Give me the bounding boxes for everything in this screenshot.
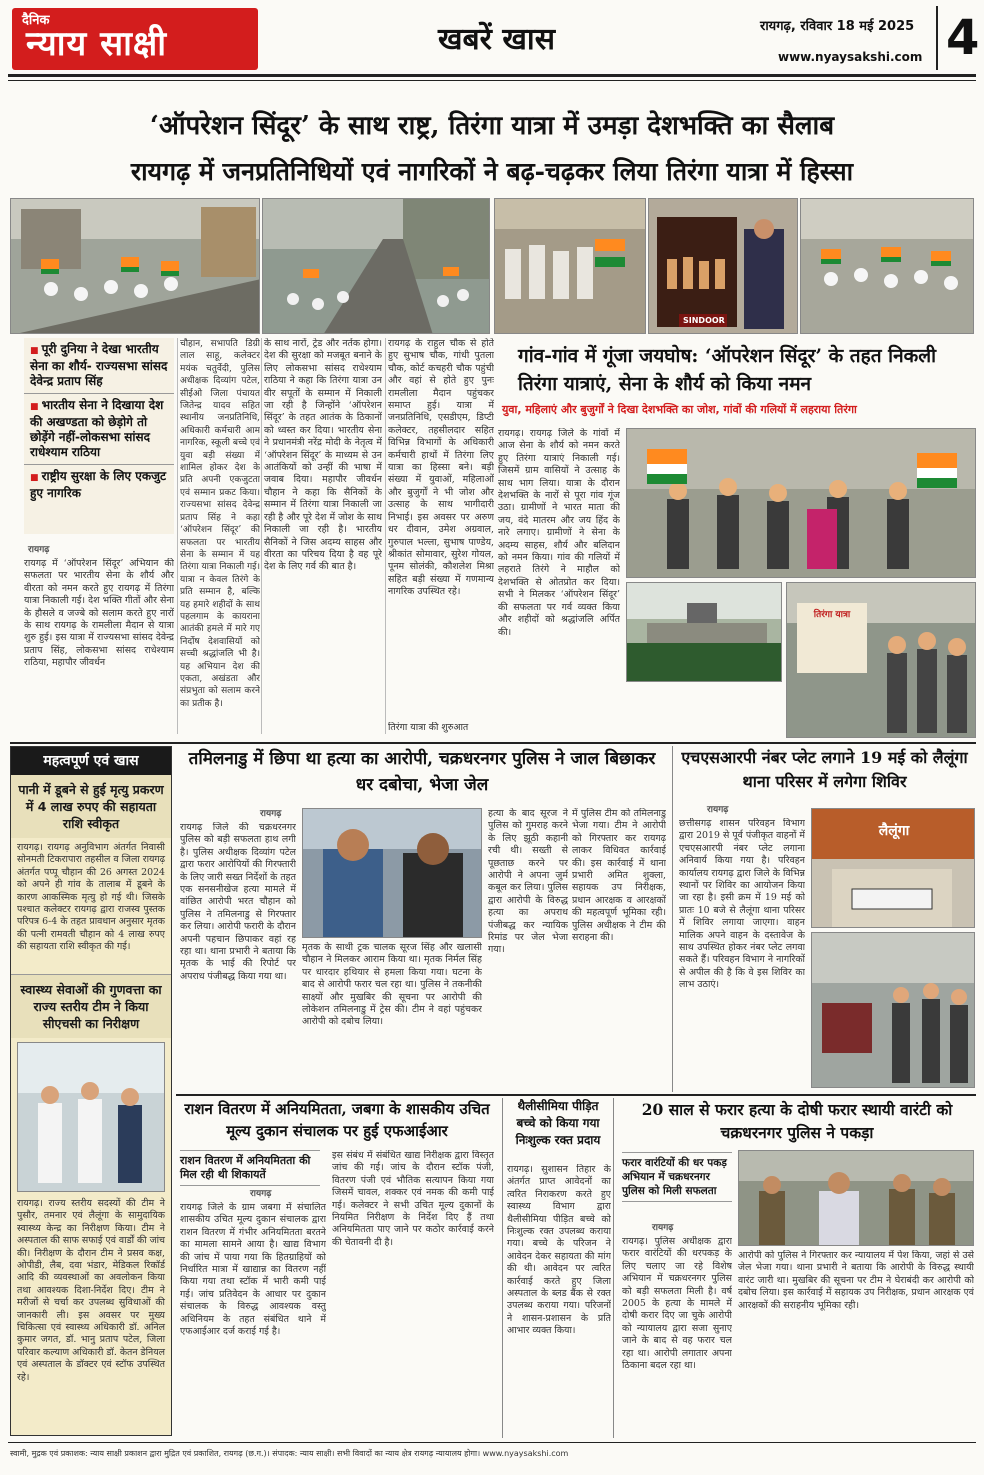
- villages-story: [498, 338, 976, 742]
- lead-headline: ‘ऑपरेशन सिंदूर’ के साथ राष्ट्र, तिरंगा यात्रा में उमड़ा देशभक्ति का सैलाब: [149, 111, 835, 141]
- ration-dateline: रायगढ़: [250, 1189, 272, 1199]
- rally-photo-1-image: [11, 199, 260, 334]
- column-rule: [177, 338, 178, 734]
- rally-photo-2: [262, 198, 490, 334]
- lead-body-4: रायगढ़ के राहुल चौक से होते हुए सुभाष चौक, गांधी पुतला चौक, कोर्ट कचहरी चौक पहुंची और वहां से होते हुए पुनः रामलीला मैदान पहुंचकर समाप्त हुई। यात्रा में जनप्रतिनिधि, एसडीएम, डिप्टी कलेक्टर, तहसीलदार सहित विभिन्न विभागों के अधिकारी कर्मचारी हाथों में तिरंगा लिए यात्रा का हिस्सा बने। बड़ी संख्या में युवाओं, महिलाओं और बुजुर्गों ने भी जोश और उत्साह के साथ भागीदारी निभाई। इस अवसर पर अरुण धर दीवान, उमेश अग्रवाल, गुरुपाल भल्ला, सुभाष पाण्डेय, श्रीकांत सोमावार, सुरेश गोयल, पूनम सोलंकी, कौशलेश मिश्रा सहित बड़ी संख्या में गणमान्य नागरिक उपस्थित रहे।: [388, 338, 494, 598]
- rally-photo-2-image: [263, 199, 490, 334]
- hsrp-story: [672, 746, 976, 1092]
- lead-body-2: चौहान, सभापति डिग्री लाल साहू, कलेक्टर मयंक चतुर्वेदी, पुलिस अधीक्षक दिव्यांग पटेल, सीईओ जिला पंचायत जितेन्द्र यादव सहित स्थानीय जनप्रतिनिधि, अधिकारी कर्मचारी आम नागरिक, स्कूली बच्चे एवं युवा बड़ी संख्या में शामिल होकर देश के प्रति अपनी एकजुटता एवं सम्मान प्रकट किया। राज्यसभा सांसद देवेन्द्र प्रताप सिंह ने कहा ‘ऑपरेशन सिंदूर’ की सफलता पर भारतीय सेना के सम्मान में यह तिरंगा यात्रा निकाली गई। यात्रा न केवल तिरंगे के प्रति सम्मान है, बल्कि यह हमारे शहीदों के साथ पहलगाम के कायराना आतंकी हमले में मारे गए निर्दोष देशवासियों को सच्ची श्रद्धांजलि भी है। यह अभियान देश की एकता, अखंडता और संप्रभुता को सलाम करने का प्रतीक है।: [180, 339, 260, 709]
- hsrp-body: छत्तीसगढ़ शासन परिवहन विभाग द्वारा 2019 से पूर्व पंजीकृत वाहनों में एचएसआरपी नंबर प्लेट लगाना अनिवार्य किया गया है। परिवहन कार्यालय रायगढ़ द्वारा जिले के विभिन्न स्थानों पर शिविर का आयोजन किया जा रहा है। इसी क्रम में 19 मई को प्रातः 10 बजे से लैलूंगा थाना परिसर में शिविर लगाया जाएगा। वाहन मालिक अपने वाहन के दस्तावेज के साथ उपस्थित होकर नंबर प्लेट लगवा सकते हैं। परिवहन विभाग ने नागरिकों से अपील की है कि वे इस शिविर का लाभ उठाएं।: [679, 818, 805, 991]
- hsrp-headline: एचएसआरपी नंबर प्लेट लगाने 19 मई को लैलूंगा थाना परिसर में लगेगा शिविर: [681, 748, 968, 791]
- villages-photo-2: [626, 582, 782, 682]
- issue-date: रायगढ़, रविवार 18 मई 2025: [760, 19, 915, 34]
- masthead-rule: [8, 74, 976, 77]
- hsrp-dateline: रायगढ़: [707, 805, 729, 815]
- fugitive-body-2: आरोपी को पुलिस ने गिरफ्तार कर न्यायालय में पेश किया, जहां से उसे जेल भेजा गया। थाना प्रभारी ने बताया कि आरोपी के विरुद्ध स्थायी वारंट जारी था। मुखबिर की सूचना पर टीम ने घेराबंदी कर आरोपी को दबोच लिया। इस कार्रवाई में सहायक उप निरीक्षक, प्रधान आरक्षक एवं आरक्षकों की सराहनीय भूमिका रही।: [738, 1250, 974, 1311]
- tamilnadu-body-1: रायगढ़ जिले की चक्रधरनगर पुलिस को बड़ी सफलता हाथ लगी है। पुलिस अधीक्षक दिव्यांग पटेल द्वारा फरार आरोपियों की गिरफ्तारी के लिए जारी सख्त निर्देशों के तहत एक सनसनीखेज हत्या मामले में वांछित आरोपी भरत चौहान को पुलिस ने तमिलनाडु से गिरफ्तार कर लिया। आरोपी फरारी के दौरान अपनी पहचान छिपाकर वहां रह रहा था। थाना प्रभारी ने बताया कि मृतक के भाई की रिपोर्ट पर अपराध पंजीबद्ध किया गया था।: [180, 822, 296, 982]
- highlight-item: ■ पूरी दुनिया ने देखा भारतीय सेना का शौर्य- राज्यसभा सांसद देवेन्द्र प्रताप सिंह: [24, 338, 174, 394]
- highlight-item: ■ भारतीय सेना ने दिखाया देश की अखण्डता को छेड़ोगे तो छोड़ेंगे नहीं-लोकसभा सांसद राधेश्याम राठिया: [24, 394, 174, 465]
- column-rule: [261, 338, 262, 734]
- thalassemia-headline: थैलीसीमिया पीड़ित बच्चे को किया गया निःशुल्क रक्त प्रदाय: [515, 1099, 601, 1147]
- villages-body: रायगढ़। रायगढ़ जिले के गांवों में आज सेना के शौर्य को नमन करते हुए तिरंगा यात्राएं निकाली गई। जिसमें ग्राम वासियों ने उत्साह के साथ भाग लिया। यात्रा के दौरान देशभक्ति के नारों से पूरा गांव गूंज उठा। ग्रामीणों ने भारत माता की जय, वंदे मातरम और जय हिंद के नारे लगाए। ग्रामीणों ने सेना के अदम्य साहस, शौर्य और बलिदान को नमन किया। गांव की गलियों में लहराते तिरंगे ने माहौल को देशभक्ति से ओतप्रोत कर दिया। सभी ने मिलकर ‘ऑपरेशन सिंदूर’ की सफलता पर गर्व व्यक्त किया और शहीदों को श्रद्धांजलि अर्पित की।: [498, 428, 620, 638]
- sidebar-photo-image: [18, 1043, 165, 1192]
- rally-photo-3-image: [495, 199, 646, 334]
- masthead-small-label: दैनिक: [22, 13, 50, 28]
- highlight-item: ■ राष्ट्रीय सुरक्षा के लिए एकजुट हुए नागरिक: [24, 465, 174, 505]
- villages-photo-2-image: [627, 583, 782, 682]
- footer-rule: [8, 1442, 976, 1443]
- column-rule: [385, 338, 386, 734]
- section-title: खबरें खास: [438, 22, 555, 57]
- section-rule: [176, 1094, 976, 1096]
- sidebar: [10, 746, 172, 1436]
- thalassemia-story: [502, 1098, 614, 1438]
- hsrp-photo-1: [811, 808, 975, 928]
- ration-body-1: रायगढ़ जिले के ग्राम जबगा में संचालित शासकीय उचित मूल्य दुकान संचालक द्वारा राशन वितरण में गंभीर अनियमितता बरतने का मामला सामने आया है। खाद्य विभाग की जांच में पाया गया कि हितग्राहियों को निर्धारित मात्रा में खाद्यान्न का वितरण नहीं किया गया तथा स्टॉक में भारी कमी पाई गई। जांच प्रतिवेदन के आधार पर दुकान संचालक के विरुद्ध आवश्यक वस्तु अधिनियम के तहत संबंधित थाने में एफआईआर दर्ज कराई गई है।: [180, 1202, 326, 1338]
- footer-imprint: स्वामी, मुद्रक एवं प्रकाशक: न्याय साक्षी प्रकाशन द्वारा मुद्रित एवं प्रकाशित, रायगढ़ (छ.ग.)। संपादक: न्याय साक्षी। सभी विवादों का न्याय क्षेत्र रायगढ़ न्यायालय होगा। www.nyaysakshi.com: [10, 1449, 569, 1458]
- ration-body-2: इस संबंध में संबंधित खाद्य निरीक्षक द्वारा विस्तृत जांच की गई। जांच के दौरान स्टॉक पंजी, वितरण पंजी एवं भौतिक सत्यापन किया गया जिसमें चावल, शक्कर एवं नमक की कमी पाई गई। कलेक्टर ने सभी उचित मूल्य दुकानों के नियमित निरीक्षण के निर्देश दिए हैं तथा अनियमितता पाए जाने पर कठोर कार्रवाई करने की चेतावनी दी है।: [332, 1150, 494, 1248]
- masthead-rule-thin: [8, 80, 976, 81]
- fugitive-story: [618, 1098, 976, 1438]
- lead-dateline: रायगढ़: [28, 545, 50, 555]
- hsrp-board: लैलूंगा: [878, 823, 910, 839]
- rally-photo-5-image: [801, 199, 974, 334]
- tamilnadu-photo-image: [303, 809, 482, 938]
- villages-photo-1-image: [627, 429, 976, 578]
- tamilnadu-story: [176, 746, 668, 1092]
- lead-subheadline: रायगढ़ में जनप्रतिनिधियों एवं नागरिकों ने बढ़-चढ़कर लिया तिरंगा यात्रा में हिस्सा: [130, 157, 854, 186]
- tamilnadu-body-2: मृतक के साथी ट्रक चालक सूरज सिंह और खलासी चौहान ने मिलकर आराम किया था। मृतक निर्मल सिंह पर धारदार हथियार से हमला किया गया। घटना के बाद से आरोपी फरार चल रहा था। पुलिस ने तकनीकी साक्ष्यों और मुखबिर की सूचना पर आरोपी की लोकेशन तमिलनाडु में ट्रेस की। टीम ने वहां पहुंचकर आरोपी को दबोच लिया।: [302, 942, 482, 1028]
- sidebar-photo: [17, 1042, 165, 1192]
- fugitive-highlight: फरार वारंटियों की धर पकड़ अभियान में चक्रधरनगर पुलिस को मिली सफलता: [622, 1152, 732, 1202]
- masthead-logo: [12, 8, 258, 70]
- fugitive-body-1: रायगढ़। पुलिस अधीक्षक द्वारा फरार वारंटियों की धरपकड़ के लिए चलाए जा रहे विशेष अभियान में चक्रधरनगर पुलिस को बड़ी सफलता मिली है। वर्ष 2005 के हत्या के मामले में दोषी करार दिए जा चुके आरोपी को न्यायालय द्वारा सजा सुनाए जाने के बाद से वह फरार चल रहा था। आरोपी लगातार अपना ठिकाना बदल रहा था।: [622, 1236, 732, 1372]
- sidebar-title: महत्वपूर्ण एवं खास: [11, 747, 171, 775]
- hsrp-photo-2: [811, 932, 975, 1088]
- tamilnadu-photo: [302, 808, 482, 938]
- villages-photo-3: [786, 582, 976, 738]
- masthead: [8, 6, 980, 72]
- masthead-name: न्याय साक्षी: [26, 24, 168, 64]
- tamilnadu-body-3: हत्या के बाद सूरज ने पुलिस को गुमराह करने के लिए झूठी कहानी रची थी। सख्ती से पूछताछ करने पर आरोपी ने अपना जुर्म कबूल कर लिया। पुलिस द्वारा आरोपी के विरुद्ध हत्या का अपराध पंजीबद्ध कर न्यायिक रिमांड पर जेल भेजा गया।: [488, 808, 568, 956]
- thalassemia-body: रायगढ़। सुशासन तिहार के अंतर्गत प्राप्त आवेदनों का त्वरित निराकरण करते हुए स्वास्थ्य विभाग द्वारा थैलीसीमिया पीड़ित बच्चे को निःशुल्क रक्त उपलब्ध कराया गया। बच्चे के परिजन ने आवेदन देकर सहायता की मांग की थी। आवेदन पर त्वरित कार्रवाई करते हुए जिला अस्पताल के ब्लड बैंक से रक्त उपलब्ध कराया गया। परिजनों ने शासन-प्रशासन के प्रति आभार व्यक्त किया।: [507, 1164, 611, 1337]
- fugitive-dateline: रायगढ़: [652, 1223, 674, 1233]
- fugitive-photo: [738, 1150, 974, 1246]
- lead-highlights: [24, 338, 174, 534]
- hsrp-photo-2-image: [812, 933, 975, 1088]
- lead-body-3: के साथ नारों, ट्रेड और नर्तक होगा। देश की सुरक्षा को मजबूत बनाने के लिए लोकसभा सांसद राधेश्याम राठिया ने कहा कि तिरंगा यात्रा उन वीर सपूतों के सम्मान में निकाली जा रही है जिन्होंने ‘ऑपरेशन सिंदूर’ के तहत आतंक के ठिकानों को ध्वस्त कर दिया। भारतीय सेना ने प्रधानमंत्री नरेंद्र मोदी के नेतृत्व में ‘ऑपरेशन सिंदूर’ के माध्यम से उन आतंकियों को उन्हीं की भाषा में जवाब दिया। महापौर जीवर्धन चौहान ने कहा कि सैनिकों के सम्मान में तिरंगा यात्रा निकाली जा रही है और पूरे देश में जोश के साथ निकाली जा रही है। भारतीय सैनिकों ने जिस अदम्य साहस और वीरता का परिचय दिया है वह पूरे देश के लिए गर्व की बात है।: [264, 338, 382, 573]
- fugitive-headline: 20 साल से फरार हत्या के दोषी फरार स्थायी वारंटी को चक्रधरनगर पुलिस ने पकड़ा: [641, 1100, 953, 1142]
- sidebar-item-2-body: रायगढ़। राज्य स्तरीय सदस्यों की टीम ने पुसौर, तमनार एवं लैलूंगा के सामुदायिक स्वास्थ्य केन्द्र का निरीक्षण किया। टीम ने अस्पताल की साफ सफाई एवं वार्डों की जांच की। निरीक्षण के दौरान टीम ने प्रसव कक्ष, ओपीडी, लैब, दवा भंडार, मेडिकल रिकॉर्ड आदि की व्यवस्थाओं का अवलोकन किया तथा आवश्यक दिशा-निर्देश दिए। टीम ने मरीजों से चर्चा कर उपलब्ध सुविधाओं की जानकारी ली। इस अवसर पर मुख्य चिकित्सा एवं स्वास्थ्य अधिकारी डॉ. अनिल कुमार जगत, डॉ. भानु प्रताप पटेल, जिला परिवार कल्याण अधिकारी डॉ. केतन डेनियल एवं अस्पताल के डॉक्टर एवं स्टॉफ उपस्थित रहे।: [17, 1198, 165, 1383]
- ration-highlight: राशन वितरण में अनियमितता की मिल रही थी शिकायतें: [180, 1150, 320, 1186]
- lead-column-1: [24, 540, 174, 736]
- rally-photo-3: [494, 198, 646, 334]
- rally-photo-5: [800, 198, 974, 334]
- villages-subhead: युवा, महिलाएं और बुजुर्गों ने दिखा देशभक्ति का जोश, गांवों की गलियों में लहराया तिरंगा: [502, 403, 857, 416]
- villages-headline: गांव-गांव में गूंजा जयघोष: ‘ऑपरेशन सिंदूर’ के तहत निकली तिरंगा यात्राएं, सेना के शौर्य को किया नमन: [518, 345, 937, 395]
- tamilnadu-headline: तमिलनाडु में छिपा था हत्या का आरोपी, चक्रधरनगर पुलिस ने जाल बिछाकर धर दबोचा, भेजा जेल: [188, 749, 656, 795]
- rally-photo-4: [648, 198, 798, 334]
- fugitive-photo-image: [739, 1151, 974, 1246]
- page-number: 4: [936, 6, 979, 70]
- rally-photo-1: [10, 198, 260, 334]
- sidebar-item-2-headline: स्वास्थ्य सेवाओं की गुणवत्ता का राज्य स्तरीय टीम ने किया सीएचसी का निरीक्षण: [11, 974, 171, 1038]
- sidebar-item-1-headline: पानी में डूबने से हुई मृत्यु प्रकरण में 4 लाख रुपए की सहायता राशि स्वीकृत: [11, 775, 171, 838]
- rally-photo-4-banner: SINDOOR: [679, 314, 727, 327]
- villages-banner: तिरंगा यात्रा: [813, 610, 851, 620]
- lead-body-1: रायगढ़ में ‘ऑपरेशन सिंदूर’ अभियान की सफलता पर भारतीय सेना के शौर्य और वीरता को नमन करते हुए रायगढ़ में तिरंगा यात्रा निकाली गई। देश भक्ति गीतों और सेना के हौसले व जज्बे को सलाम करते हुए नारों के साथ रायगढ़ के रामलीला मैदान से यात्रा शुरु हुई। इस यात्रा में राज्यसभा सांसद देवेन्द्र प्रताप सिंह, लोकसभा सांसद राधेश्याम राठिया, महापौर जीवर्धन: [24, 558, 174, 669]
- ration-headline: राशन वितरण में अनियमितता, जबगा के शासकीय उचित मूल्य दुकान संचालक पर हुई एफआईआर: [184, 1100, 490, 1140]
- tamilnadu-dateline: रायगढ़: [260, 809, 282, 819]
- villages-photo-1: [626, 428, 976, 578]
- lead-body-5: तिरंगा यात्रा की शुरुआत: [388, 722, 469, 733]
- tamilnadu-body-4: में पुलिस टीम को तमिलनाडु भेजा गया। टीम ने आरोपी को गिरफ्तार कर रायगढ़ लाकर विधिवत कार्रवाई की। इस कार्रवाई में थाना प्रभारी अमित शुक्ला, सहायक उप निरीक्षक, प्रधान आरक्षक व आरक्षकों की महत्वपूर्ण भूमिका रही। पुलिस अधीक्षक ने टीम की सराहना की।: [572, 808, 666, 944]
- sidebar-item-1-body: रायगढ़। रायगढ़ अनुविभाग अंतर्गत निवासी सोनमती टिकरापारा तहसील व जिला रायगढ़ अंतर्गत पप्पू चौहान की 26 अगस्त 2024 को अपने ही गांव के तालाब में डूबने के कारण आकस्मिक मृत्यु हो गई थी। जिसके पश्चात कलेक्टर रायगढ़ द्वारा राजस्व पुस्तक परिपत्र 6-4 के तहत प्रावधान अनुसार मृतक की पत्नी रामवती चौहान को 4 लाख रुपए की सहायता राशि स्वीकृत की गई।: [17, 842, 165, 953]
- website[interactable]: www.nyaysakshi.com: [778, 50, 923, 64]
- section-rule: [10, 742, 976, 744]
- ration-story: [176, 1098, 498, 1438]
